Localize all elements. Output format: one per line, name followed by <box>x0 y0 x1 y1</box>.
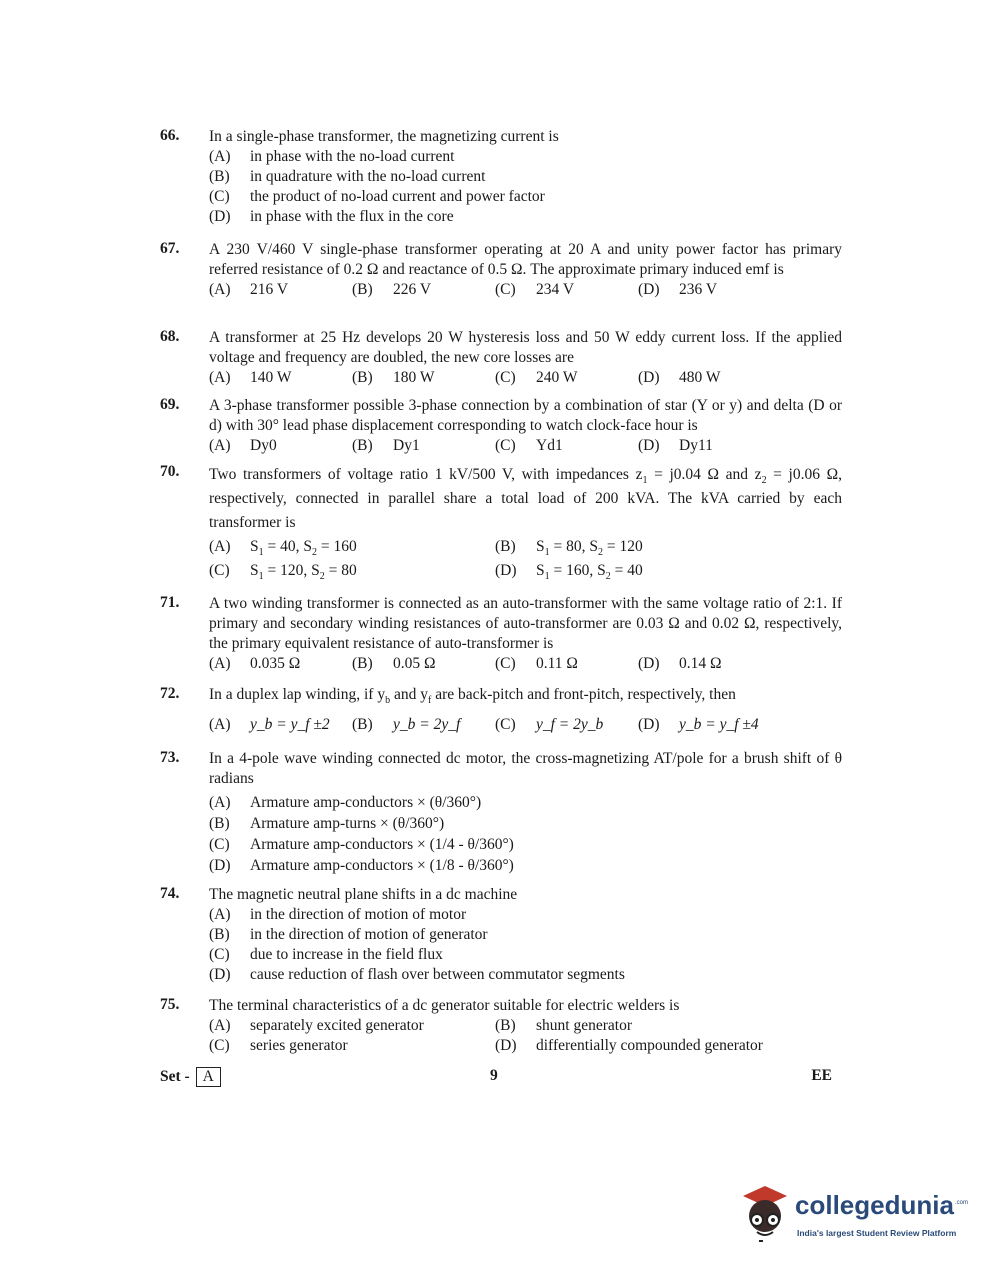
question-69 <box>160 396 842 456</box>
option-b: (B) in the direction of motion of generator <box>209 926 488 943</box>
question-stem: The terminal characteristics of a dc generator suitable for electric welders is <box>209 997 680 1014</box>
option-d: (D) $S_1 = 160$, $S_2 = 40$ <box>495 562 643 583</box>
page-footer <box>160 1067 842 1089</box>
question-67 <box>160 240 842 300</box>
question-stem: In a duplex lap winding, if $y_b$ and $y_f$ are back-pitch and front-pitch, respectively, then <box>209 686 736 707</box>
question-68 <box>160 328 842 388</box>
option-b: (B) Dy1 <box>352 437 420 454</box>
option-c: (C) due to increase in the field flux <box>209 946 443 963</box>
option-a: (A) 140 W <box>209 369 292 386</box>
option-a: (A) Armature amp-conductors × (θ/360°) <box>209 794 482 811</box>
option-a: (A) 216 V <box>209 281 289 298</box>
question-number: 68. <box>160 328 180 345</box>
option-a: (A) in the direction of motion of motor <box>209 906 467 923</box>
logo-domain: .com <box>955 1200 969 1206</box>
student-mascot-icon <box>735 1182 795 1252</box>
option-b: (B) in quadrature with the no-load current <box>209 168 486 185</box>
question-number: 69. <box>160 396 180 413</box>
option-b: (B) Armature amp-turns × (θ/360°) <box>209 815 445 832</box>
question-75 <box>160 996 842 1056</box>
option-a: (A) in phase with the no-load current <box>209 148 455 165</box>
set-box: A <box>196 1067 221 1087</box>
option-b: (B) 0.05 Ω <box>352 655 436 672</box>
set-indicator: Set - A <box>160 1067 221 1087</box>
option-d: (D) 0.14 Ω <box>638 655 722 672</box>
question-number: 73. <box>160 749 180 766</box>
question-number: 72. <box>160 685 180 702</box>
page-number: 9 <box>490 1067 498 1084</box>
collegedunia-logo <box>735 1182 969 1252</box>
question-66 <box>160 127 842 227</box>
logo-name: collegedunia <box>795 1190 954 1220</box>
option-c: (C) 234 V <box>495 281 575 298</box>
question-stem: In a single-phase transformer, the magnetizing current is <box>209 128 559 145</box>
option-a: (A) separately excited generator <box>209 1017 424 1034</box>
question-74 <box>160 885 842 985</box>
option-d: (D) 480 W <box>638 369 721 386</box>
option-c: (C) Armature amp-conductors × (1/4 - θ/360°) <box>209 836 514 853</box>
question-stem: Two transformers of voltage ratio 1 kV/500 V, with impedances $z_1 = j0.04$ Ω and $z_2 = j0.06$ Ω, respectively, connected in parallel share a total load of 200 kVA. The kVA carried by each transformer is <box>209 466 842 531</box>
question-stem: A 230 V/460 V single-phase transformer operating at 20 A and unity power factor has primary referred resistance of 0.2 Ω and reactance of 0.5 Ω. The approximate primary induced emf is <box>209 241 842 278</box>
question-stem: A 3-phase transformer possible 3-phase connection by a combination of star (Y or y) and delta (D or d) with 30° lead phase displacement corresponding to watch clock-face hour is <box>209 397 842 434</box>
option-a: (A) 0.035 Ω <box>209 655 301 672</box>
option-d: (D) cause reduction of flash over between commutator segments <box>209 966 625 983</box>
option-c: (C) series generator <box>209 1037 348 1054</box>
option-a: (A) y_b = y_f ±2 <box>209 716 330 733</box>
option-c: (C) $S_1 = 120$, $S_2 = 80$ <box>209 562 357 583</box>
option-c: (C) y_f = 2y_b <box>495 716 604 733</box>
question-number: 71. <box>160 594 180 611</box>
subject-code: EE <box>811 1067 832 1084</box>
question-stem: In a 4-pole wave winding connected dc motor, the cross-magnetizing AT/pole for a brush shift of θ radians <box>209 750 842 787</box>
question-stem: The magnetic neutral plane shifts in a dc machine <box>209 886 518 903</box>
option-b: (B) shunt generator <box>495 1017 632 1034</box>
option-c: (C) 0.11 Ω <box>495 655 578 672</box>
question-72 <box>160 685 842 739</box>
question-70 <box>160 463 842 583</box>
option-c: (C) Yd1 <box>495 437 563 454</box>
option-a: (A) $S_1 = 40$, $S_2 = 160$ <box>209 538 357 559</box>
question-number: 75. <box>160 996 180 1013</box>
option-d: (D) y_b = y_f ±4 <box>638 716 759 733</box>
option-c: (C) the product of no-load current and power factor <box>209 188 545 205</box>
option-d: (D) in phase with the flux in the core <box>209 208 454 225</box>
question-number: 70. <box>160 463 180 480</box>
option-b: (B) 226 V <box>352 281 432 298</box>
question-73 <box>160 749 842 876</box>
question-stem: A two winding transformer is connected as an auto-transformer with the same voltage ratio of 2:1. If primary and secondary winding resistances of auto-transformer are 0.03 Ω and 0.02 Ω, respectively, the primary equivalent resistance of auto-transformer is <box>209 595 842 652</box>
logo-tagline: India's largest Student Review Platform <box>797 1228 957 1238</box>
question-number: 74. <box>160 885 180 902</box>
question-number: 66. <box>160 127 180 144</box>
option-b: (B) $S_1 = 80$, $S_2 = 120$ <box>495 538 643 559</box>
option-b: (B) y_b = 2y_f <box>352 716 461 733</box>
option-c: (C) 240 W <box>495 369 578 386</box>
question-71 <box>160 594 842 674</box>
option-d: (D) Dy11 <box>638 437 713 454</box>
option-a: (A) Dy0 <box>209 437 277 454</box>
question-stem: A transformer at 25 Hz develops 20 W hysteresis loss and 50 W eddy current loss. If the applied voltage and frequency are doubled, the new core losses are <box>209 329 842 366</box>
option-b: (B) 180 W <box>352 369 435 386</box>
option-d: (D) Armature amp-conductors × (1/8 - θ/360°) <box>209 857 514 874</box>
option-d: (D) differentially compounded generator <box>495 1037 763 1054</box>
option-d: (D) 236 V <box>638 281 718 298</box>
question-number: 67. <box>160 240 180 257</box>
